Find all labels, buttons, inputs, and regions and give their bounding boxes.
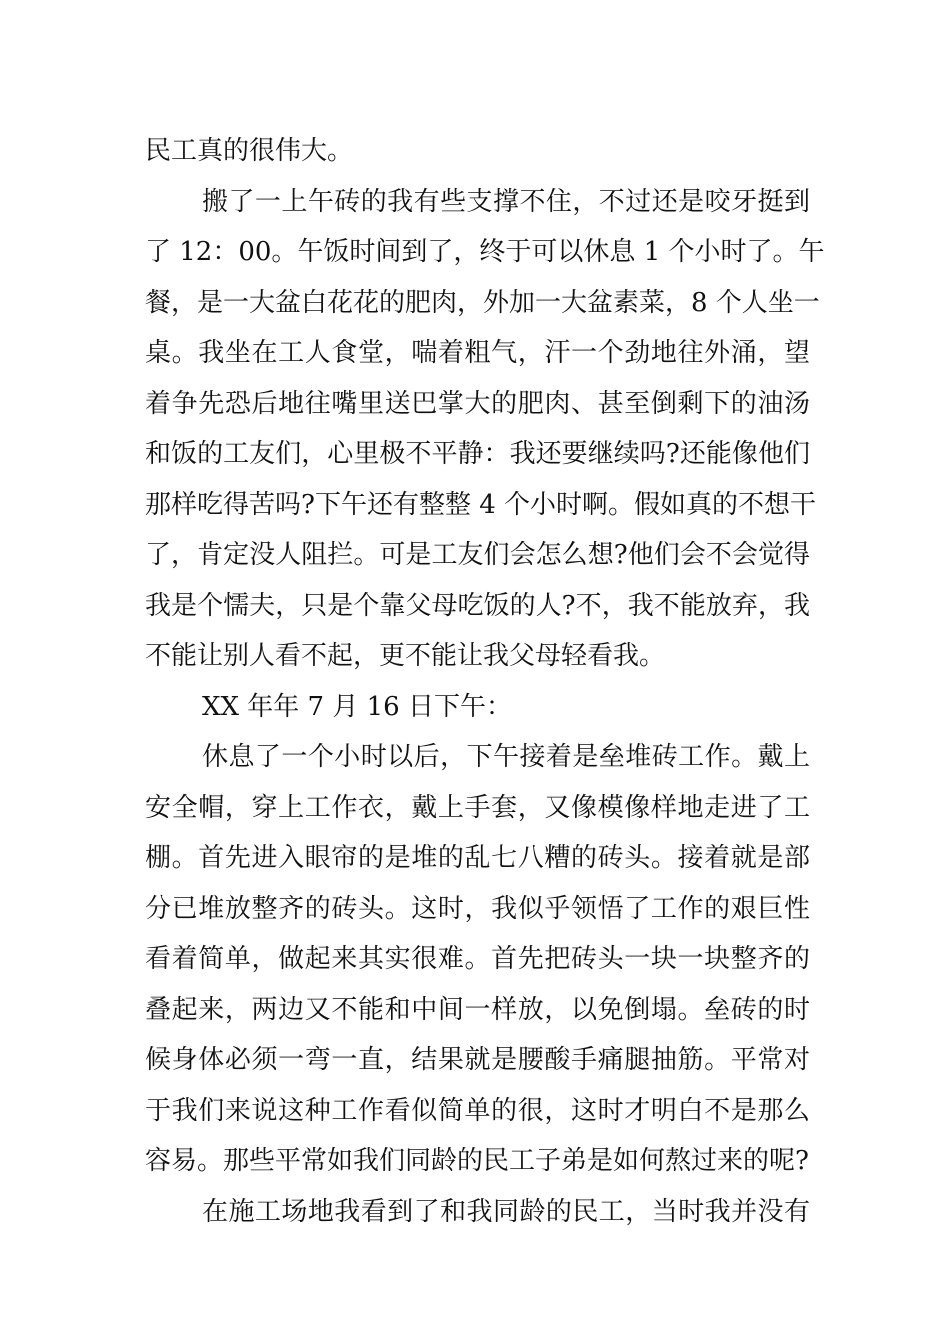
text-line: 候身体必须一弯一直，结果就是腰酸手痛腿抽筋。平常对 xyxy=(145,1045,810,1075)
text-line: 搬了一上午砖的我有些支撑不住，不过还是咬牙挺到 xyxy=(202,186,810,217)
text-line: 着争先恐后地往嘴里送巴掌大的肥肉、甚至倒剩下的油汤 xyxy=(145,388,810,419)
text-line: 了，肯定没人阻拦。可是工友们会怎么想?他们会不会觉得 xyxy=(145,540,810,570)
text-line: 棚。首先进入眼帘的是堆的乱七八糟的砖头。接着就是部 xyxy=(145,843,810,873)
text-line: 桌。我坐在工人食堂，喘着粗气，汗一个劲地往外涌，望 xyxy=(145,338,810,368)
text-line: 和饭的工友们，心里极不平静：我还要继续吗?还能像他们 xyxy=(145,439,810,469)
text-line: 我是个懦夫，只是个靠父母吃饭的人?不，我不能放弃，我 xyxy=(145,590,810,621)
text-line: 叠起来，两边又不能和中间一样放，以免倒塌。垒砖的时 xyxy=(145,994,810,1025)
text-line: 分已堆放整齐的砖头。这时，我似乎领悟了工作的艰巨性 xyxy=(145,893,810,924)
date-heading: XX 年年 7 月 16 日下午： xyxy=(202,691,512,722)
text-line: 休息了一个小时以后，下午接着是垒堆砖工作。戴上 xyxy=(202,742,810,772)
text-line: 了 12：00。午饭时间到了，终于可以休息 1 个小时了。午 xyxy=(145,237,825,267)
text-line: 安全帽，穿上工作衣，戴上手套，又像模像样地走进了工 xyxy=(145,792,810,823)
text-line: 容易。那些平常如我们同龄的民工子弟是如何熬过来的呢? xyxy=(145,1146,809,1176)
text-line: 那样吃得苦吗?下午还有整整 4 个小时啊。假如真的不想干 xyxy=(145,489,817,520)
body-text xyxy=(145,126,825,1237)
text-line: 餐，是一大盆白花花的肥肉，外加一大盆素菜，8 个人坐一 xyxy=(145,287,820,318)
text-line: 于我们来说这种工作看似简单的很，这时才明白不是那么 xyxy=(145,1095,810,1126)
text-line: 看着简单，做起来其实很难。首先把砖头一块一块整齐的 xyxy=(145,944,810,974)
text-line: 民工真的很伟大。 xyxy=(145,136,354,166)
text-line: 在施工场地我看到了和我同龄的民工，当时我并没有 xyxy=(202,1196,810,1227)
text-line: 不能让别人看不起，更不能让我父母轻看我。 xyxy=(145,641,666,671)
